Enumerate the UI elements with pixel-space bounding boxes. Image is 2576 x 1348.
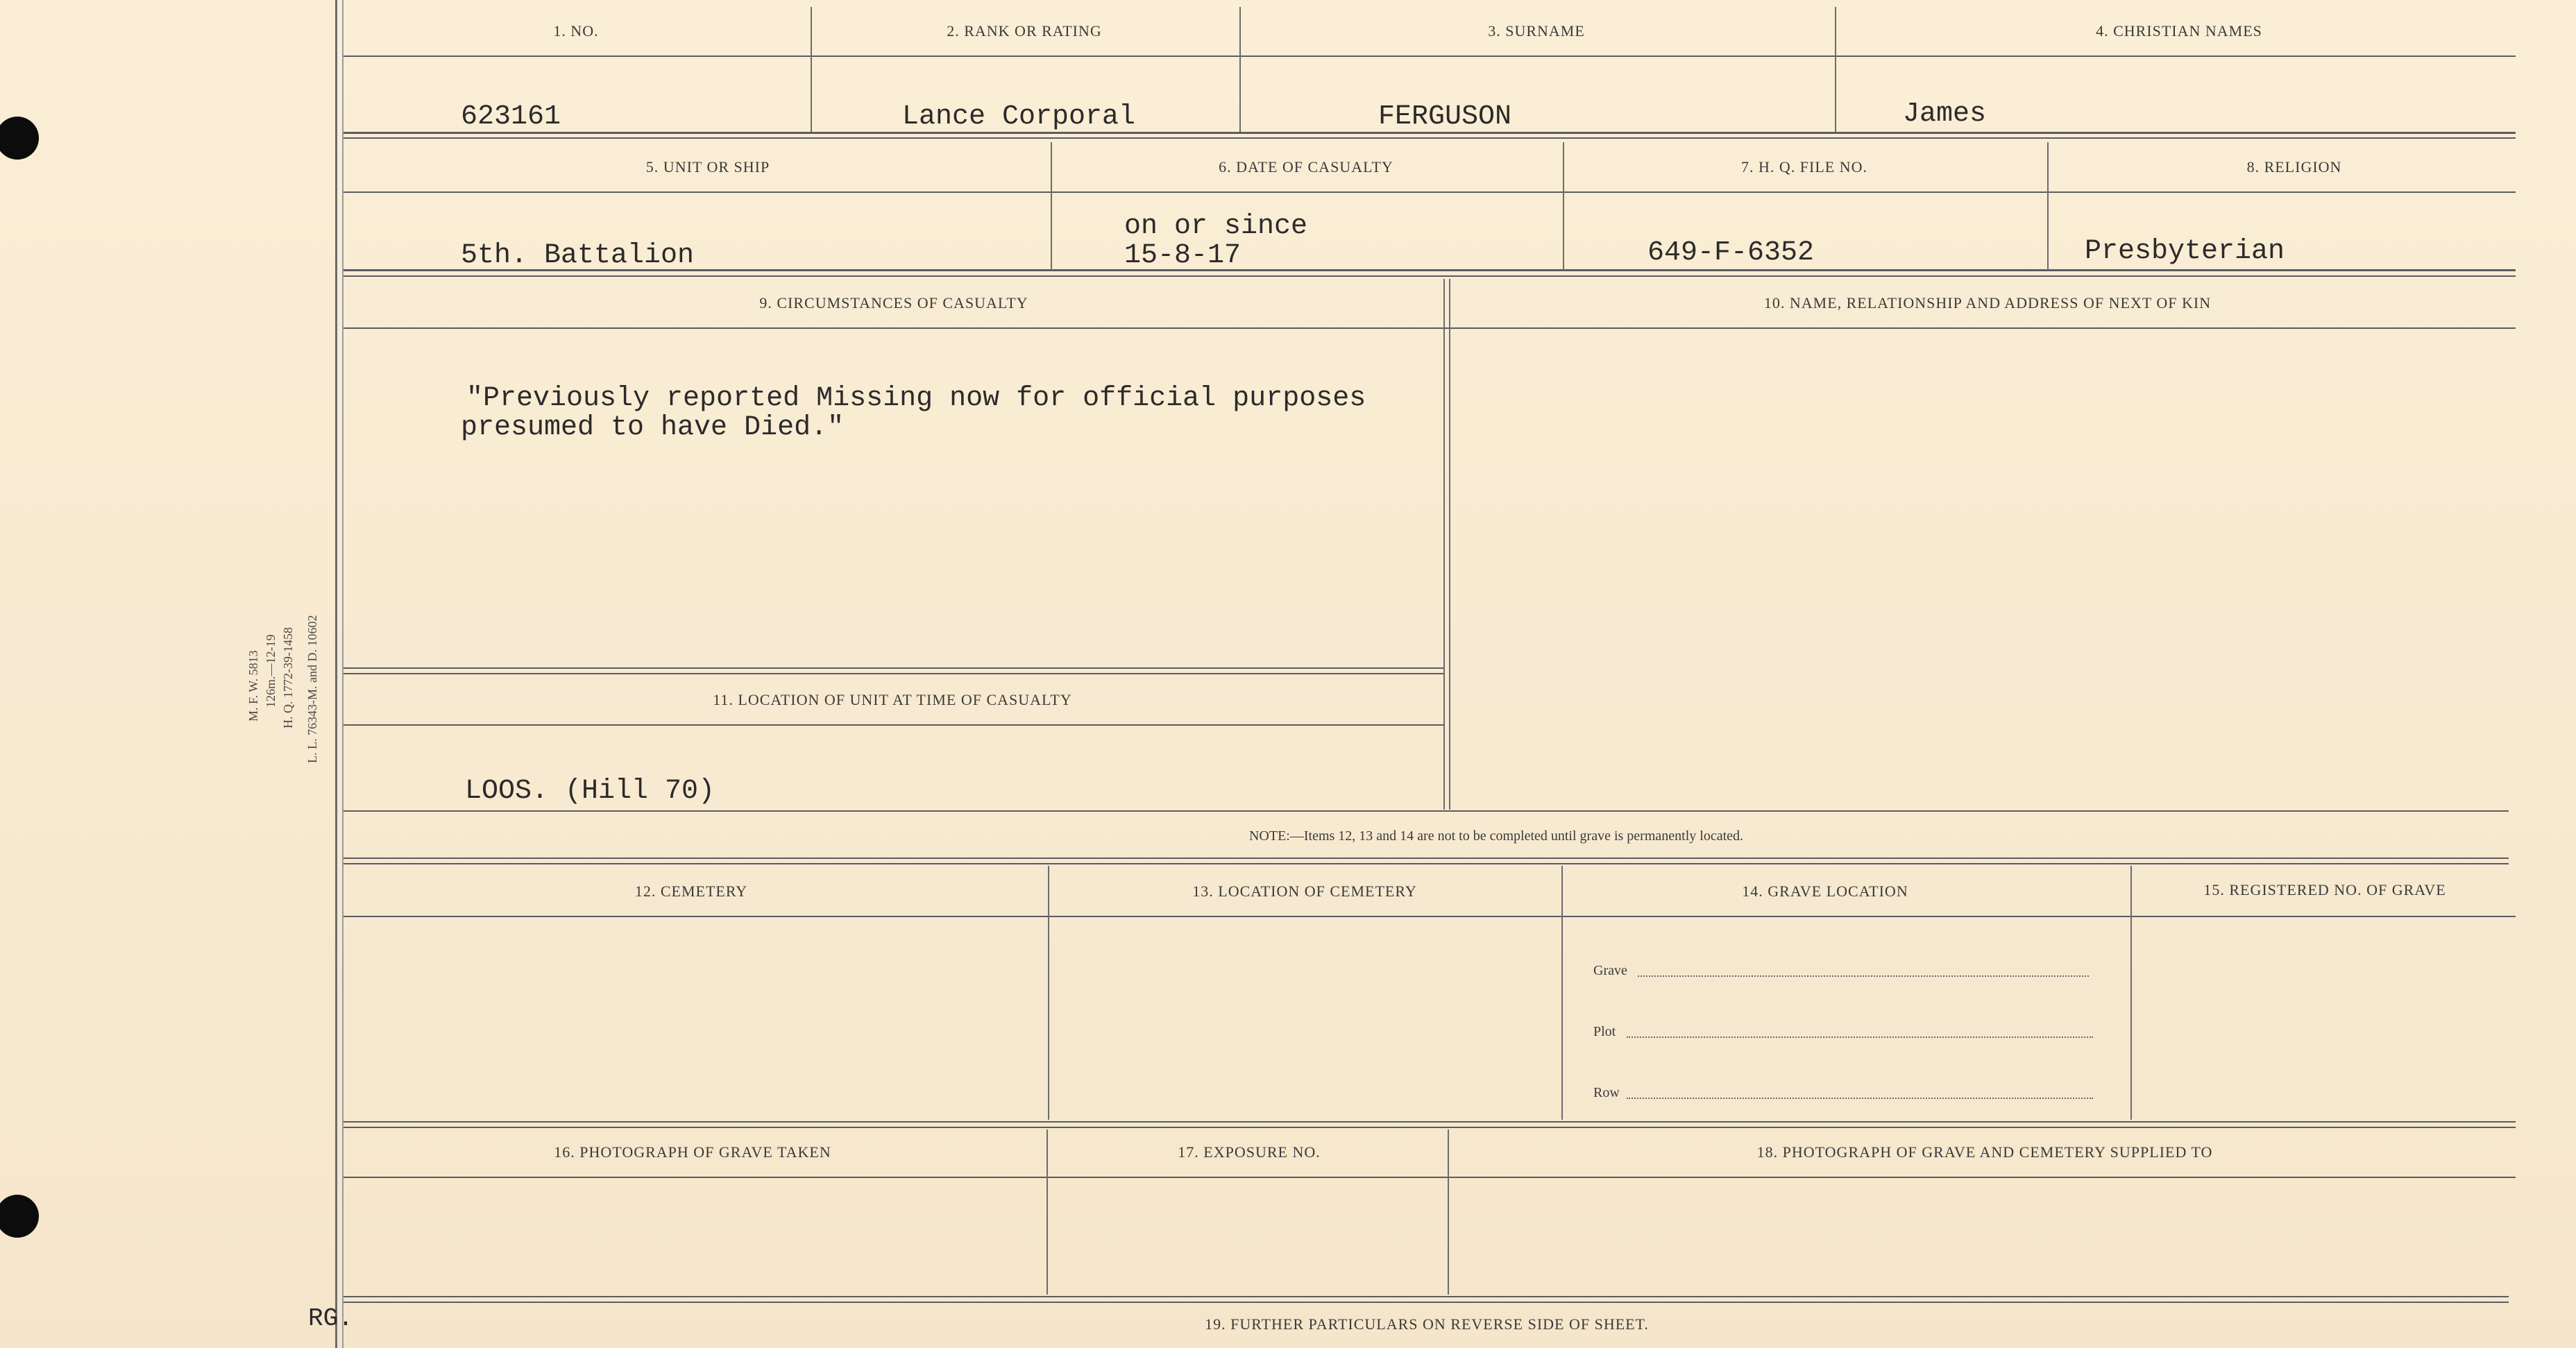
label-location-unit: 11. LOCATION OF UNIT AT TIME OF CASUALTY	[713, 691, 1072, 708]
printer-code-3: H. Q. 1772-39-1458	[281, 627, 295, 728]
label-surname: 3. SURNAME	[1488, 22, 1585, 40]
label-grave: Grave	[1593, 963, 1627, 978]
label-location-cemetery: 13. LOCATION OF CEMETERY	[1192, 882, 1417, 900]
label-grave-location: 14. GRAVE LOCATION	[1742, 882, 1908, 900]
plot-dotted-line	[1627, 1036, 2093, 1038]
label-exposure: 17. EXPOSURE NO.	[1178, 1143, 1321, 1161]
punch-hole-bottom	[0, 1195, 39, 1238]
value-rank: Lance Corporal	[902, 101, 1136, 133]
printer-code-2: 126m.—12-19	[264, 634, 278, 708]
label-rank: 2. RANK OR RATING	[947, 22, 1102, 40]
grave-dotted-line	[1638, 975, 2089, 977]
value-unit: 5th. Battalion	[461, 240, 695, 271]
value-circumstances-line1: "Previously reported Missing now for official purposes	[466, 383, 1366, 414]
printer-code-4: L. L. 76343-M. and D. 10602	[305, 615, 319, 763]
label-no: 1. NO.	[553, 22, 599, 40]
label-circumstances: 9. CIRCUMSTANCES OF CASUALTY	[759, 294, 1028, 312]
label-cemetery: 12. CEMETERY	[634, 882, 748, 900]
value-date-line1: on or since	[1124, 211, 1308, 242]
value-religion: Presbyterian	[2085, 236, 2285, 267]
value-no: 623161	[461, 101, 561, 133]
label-row: Row	[1593, 1085, 1620, 1100]
value-date-line2: 15-8-17	[1124, 240, 1242, 271]
rg-mark: RG.	[308, 1304, 353, 1333]
value-hq-file: 649-F-6352	[1647, 237, 1815, 268]
label-registered-no: 15. REGISTERED NO. OF GRAVE	[2203, 881, 2446, 898]
label-unit: 5. UNIT OR SHIP	[645, 158, 770, 176]
value-location-unit: LOOS. (Hill 70)	[465, 776, 715, 807]
label-next-of-kin: 10. NAME, RELATIONSHIP AND ADDRESS OF NEXT OF KIN	[1763, 294, 2212, 312]
value-surname: FERGUSON	[1378, 101, 1512, 133]
value-circumstances-line2: presumed to have Died."	[461, 412, 845, 443]
row-dotted-line	[1627, 1098, 2093, 1099]
note-text: NOTE:—Items 12, 13 and 14 are not to be completed until grave is permanently located.	[1248, 828, 1744, 844]
label-plot: Plot	[1593, 1024, 1616, 1039]
label-hq-file: 7. H. Q. FILE NO.	[1741, 158, 1867, 176]
label-religion: 8. RELIGION	[2246, 158, 2342, 176]
label-further-particulars: 19. FURTHER PARTICULARS ON REVERSE SIDE OF SHEET.	[1205, 1315, 1649, 1333]
label-date: 6. DATE OF CASUALTY	[1219, 158, 1393, 176]
value-christian-names: James	[1903, 99, 1987, 130]
label-christian-names: 4. CHRISTIAN NAMES	[2096, 22, 2262, 40]
margin-rule	[335, 0, 337, 1348]
label-photo-taken: 16. PHOTOGRAPH OF GRAVE TAKEN	[554, 1143, 831, 1161]
label-photo-supplied: 18. PHOTOGRAPH OF GRAVE AND CEMETERY SUPPLIED TO	[1756, 1143, 2213, 1161]
printer-code-1: M. F. W. 5813	[246, 650, 260, 722]
punch-hole-top	[0, 117, 39, 160]
